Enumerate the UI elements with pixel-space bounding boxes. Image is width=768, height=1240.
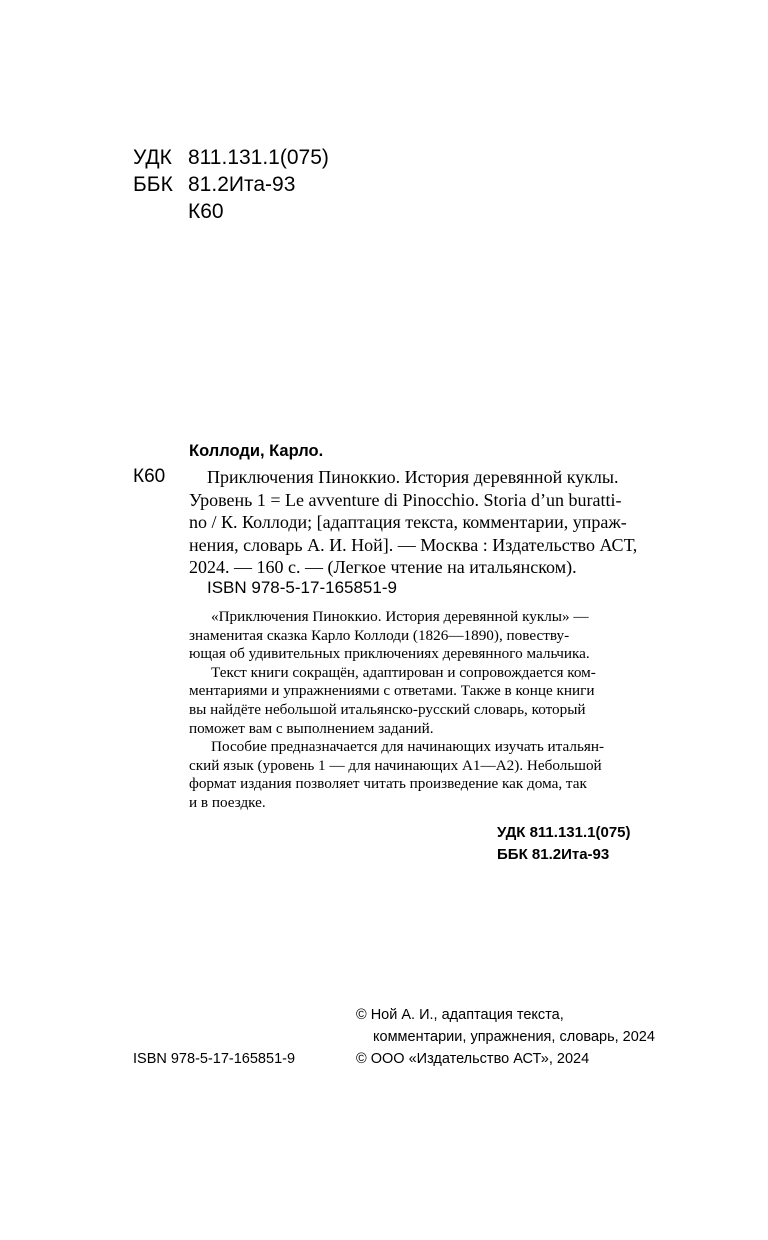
- annotation-line: знаменитая сказка Карло Коллоди (1826—1890), повеству-: [189, 626, 570, 644]
- annotation-line: поможет вам с выполнением заданий.: [189, 719, 434, 737]
- annotation-line: ский язык (уровень 1 — для начинающих А1—А2). Небольшой: [189, 756, 602, 774]
- biblio-line: Приключения Пиноккио. История деревянной куклы.: [207, 467, 619, 487]
- author-mark-top: К60: [188, 200, 224, 223]
- author-heading: Коллоди, Карло.: [189, 442, 324, 460]
- bibliographic-record: [189, 466, 669, 579]
- classification-codes-right: [497, 822, 631, 866]
- annotation-line: вы найдёте небольшой итальянско-русский словарь, который: [189, 700, 586, 718]
- annotation-line: ментариями и упражнениями с ответами. Также в конце книги: [189, 682, 595, 700]
- annotation-line: ющая об удивительных приключениях деревянного мальчика.: [189, 645, 590, 663]
- annotation-line: Текст книги сокращён, адаптирован и сопровождается ком-: [211, 663, 596, 681]
- udk-label: УДК: [133, 146, 172, 169]
- biblio-line: 2024. — 160 с. — (Легкое чтение на итальянском).: [189, 557, 577, 577]
- copyright-line: © Ной А. И., адаптация текста,: [356, 1007, 564, 1023]
- annotation-line: «Приключения Пиноккио. История деревянной куклы» —: [211, 608, 589, 625]
- copyright-line: © ООО «Издательство АСТ», 2024: [356, 1051, 590, 1067]
- annotation-line: и в поездке.: [189, 793, 266, 811]
- isbn-bottom: ISBN 978-5-17-165851-9: [133, 1051, 296, 1067]
- bbk-label: ББК: [133, 173, 173, 196]
- bbk-code: ББК 81.2Ита-93: [497, 846, 610, 863]
- udk-row: [133, 144, 329, 171]
- author-mark: К60: [133, 466, 166, 487]
- copyright-line: комментарии, упражнения, словарь, 2024: [373, 1029, 655, 1045]
- biblio-line: Уровень 1 = Le avventure di Pinocchio. Storia d’un buratti-: [189, 489, 622, 510]
- annotation-line: формат издания позволяет читать произведение как дома, так: [189, 775, 587, 793]
- author-mark-row: [133, 198, 329, 225]
- bbk-value: 81.2Ита-93: [188, 173, 296, 196]
- biblio-line: no / К. Коллоди; [адаптация текста, комментарии, упраж-: [189, 512, 627, 532]
- udk-value: 811.131.1(075): [188, 146, 329, 169]
- udk-code: УДК 811.131.1(075): [497, 824, 631, 841]
- bbk-row: [133, 171, 329, 198]
- biblio-line: нения, словарь А. И. Ной]. — Москва : Издательство АСТ,: [189, 534, 638, 555]
- isbn-main: ISBN 978-5-17-165851-9: [207, 578, 397, 597]
- copyright-block: [356, 1004, 655, 1070]
- classification-block: [133, 144, 329, 225]
- annotation: [189, 608, 669, 813]
- annotation-line: Пособие предназначается для начинающих изучать итальян-: [211, 738, 605, 756]
